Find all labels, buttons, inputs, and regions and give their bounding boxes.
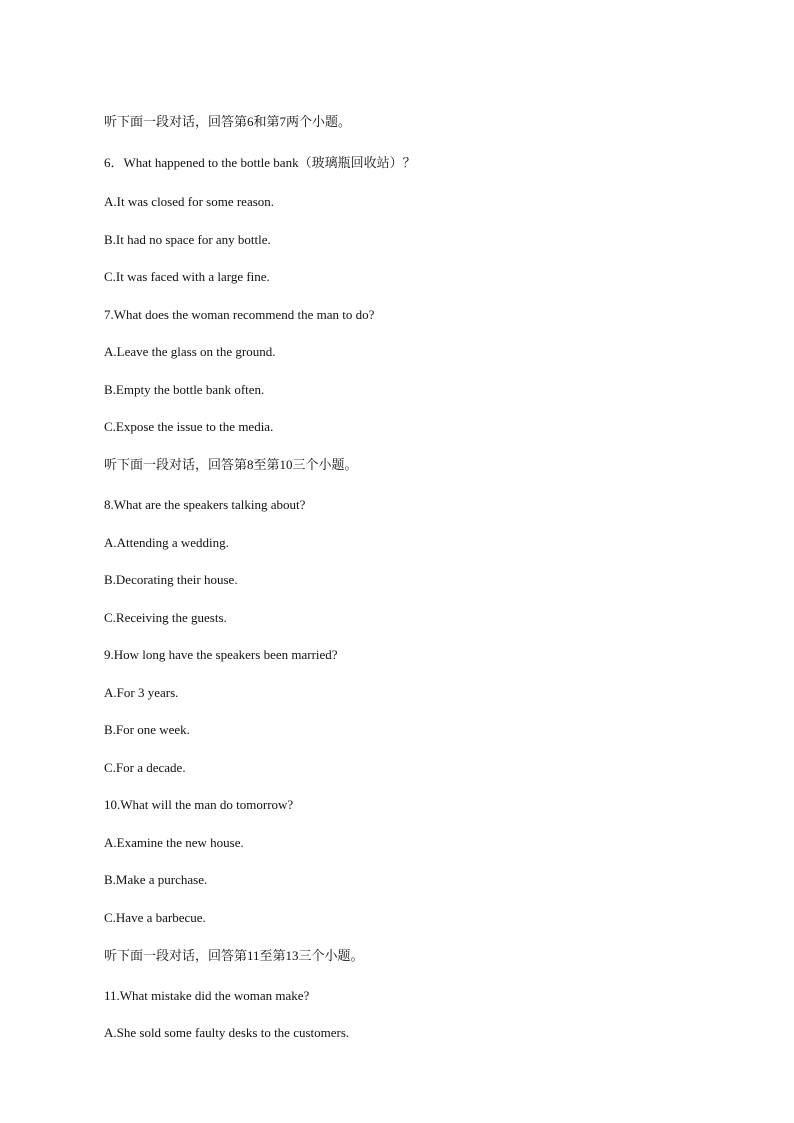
q10-option-c: C.Have a barbecue. bbox=[104, 910, 206, 925]
q6-option-b: B.It had no space for any bottle. bbox=[104, 232, 271, 247]
q7-option-a: A.Leave the glass on the ground. bbox=[104, 344, 276, 359]
q9-option-c: C.For a decade. bbox=[104, 760, 186, 775]
section-instruction: 听下面一段对话，回答第8至第10三个小题。 bbox=[104, 457, 358, 472]
q6-option-c: C.It was faced with a large fine. bbox=[104, 269, 270, 284]
question-9: 9.How long have the speakers been married? bbox=[104, 647, 338, 662]
question-10: 10.What will the man do tomorrow? bbox=[104, 797, 294, 812]
q7-option-c: C.Expose the issue to the media. bbox=[104, 419, 274, 434]
question-6: 6．What happened to the bottle bank（玻璃瓶回收站）？ bbox=[104, 155, 416, 170]
q10-option-b: B.Make a purchase. bbox=[104, 872, 208, 887]
q8-option-c: C.Receiving the guests. bbox=[104, 610, 227, 625]
q9-option-b: B.For one week. bbox=[104, 722, 190, 737]
question-7: 7.What does the woman recommend the man to do? bbox=[104, 307, 375, 322]
question-11: 11.What mistake did the woman make? bbox=[104, 988, 310, 1003]
section-instruction: 听下面一段对话，回答第11至第13三个小题。 bbox=[104, 948, 364, 963]
question-8: 8.What are the speakers talking about? bbox=[104, 497, 306, 512]
q10-option-a: A.Examine the new house. bbox=[104, 835, 244, 850]
q9-option-a: A.For 3 years. bbox=[104, 685, 179, 700]
q11-option-a: A.She sold some faulty desks to the customers. bbox=[104, 1025, 350, 1040]
q8-option-b: B.Decorating their house. bbox=[104, 572, 238, 587]
q6-option-a: A.It was closed for some reason. bbox=[104, 194, 275, 209]
q7-option-b: B.Empty the bottle bank often. bbox=[104, 382, 265, 397]
section-instruction: 听下面一段对话，回答第6和第7两个小题。 bbox=[104, 114, 352, 129]
q8-option-a: A.Attending a wedding. bbox=[104, 535, 229, 550]
